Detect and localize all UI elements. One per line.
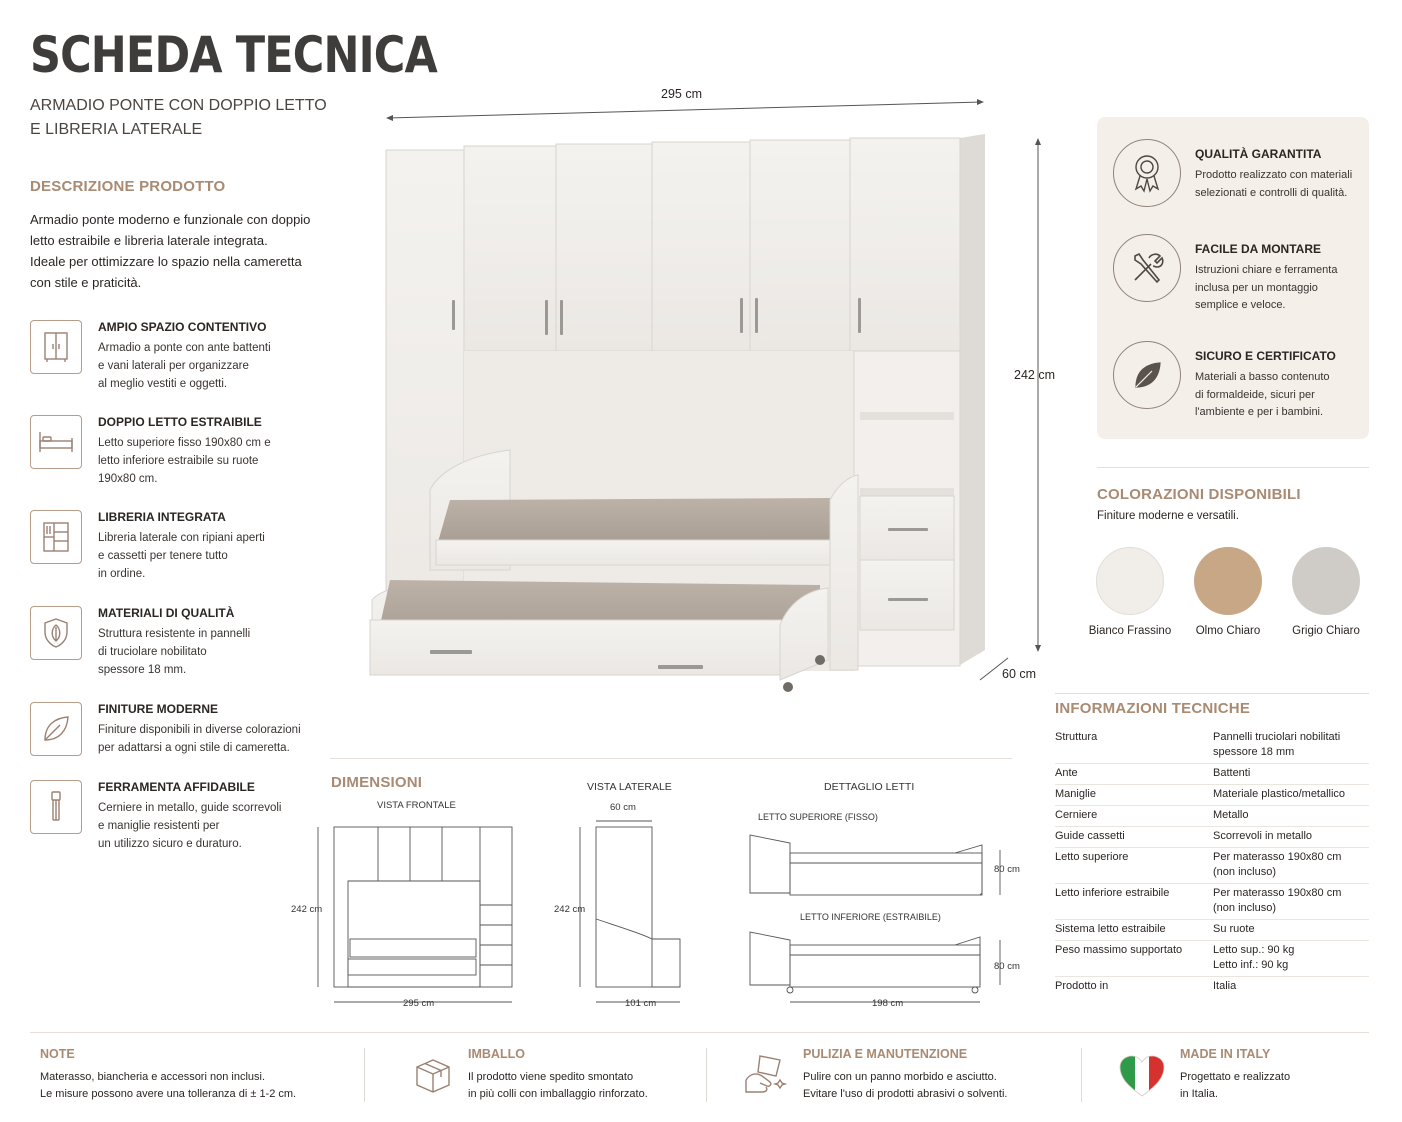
table-row: Sistema letto estraibile Su ruote — [1055, 920, 1369, 941]
upper-bed-height: 80 cm — [994, 864, 1020, 875]
table-row: Letto superiore Per materasso 190x80 cm (non incluso) — [1055, 848, 1369, 884]
feature-materials: MATERIALI DI QUALITÀ Struttura resistente in pannelli di truciolare nobilitato spessore 18 mm. — [30, 606, 320, 686]
feature-double-bed: DOPPIO LETTO ESTRAIBILE Letto superiore fisso 190x80 cm e letto inferiore estraibile su ruote 190x80 cm. — [30, 415, 320, 495]
tech-title: INFORMAZIONI TECNICHE — [1055, 700, 1251, 717]
box-icon — [413, 1055, 453, 1100]
tools-icon — [1113, 234, 1181, 302]
swatch-olmo-chiaro[interactable] — [1194, 547, 1262, 615]
description-title: DESCRIZIONE PRODOTTO — [30, 178, 226, 195]
feature-finishes: FINITURE MODERNE Finiture disponibili in diverse colorazioni per adattarsi a ogni stile di cameretta. — [30, 702, 320, 782]
benefits-panel — [1097, 117, 1369, 439]
table-row: Ante Battenti — [1055, 764, 1369, 785]
medal-icon — [1113, 139, 1181, 207]
side-view-label: VISTA LATERALE — [587, 781, 672, 793]
footer-notes: NOTE Materasso, biancheria e accessori non inclusi. Le misure possono avere una tolleranza di ± 1-2 cm. — [40, 1047, 297, 1100]
beds-detail-label: DETTAGLIO LETTI — [824, 781, 915, 793]
table-row: Maniglie Materiale plastico/metallico — [1055, 785, 1369, 806]
table-row: Prodotto in Italia — [1055, 980, 1237, 992]
table-row: Letto inferiore estraibile Per materasso 190x80 cm (non incluso) — [1055, 884, 1369, 920]
table-row: Struttura Pannelli truciolari nobilitati spessore 18 mm — [1055, 728, 1369, 764]
swatch-bianco-frassino[interactable] — [1096, 547, 1164, 615]
footer-cleaning: PULIZIA E MANUTENZIONE Pulire con un panno morbido e asciutto. Evitare l'uso di prodotti abrasivi o solventi. — [803, 1047, 1008, 1100]
table-row: Cerniere Metallo — [1055, 806, 1369, 827]
bookcase-icon — [30, 510, 82, 564]
italy-heart-icon — [1118, 1054, 1166, 1103]
leaf-icon — [30, 702, 82, 756]
front-height-label: 242 cm — [291, 904, 323, 915]
benefit-assembly: FACILE DA MONTARE Istruzioni chiare e ferramenta inclusa per un montaggio semplice e veloce. — [1113, 230, 1363, 320]
swatch-grigio-chiaro[interactable] — [1292, 547, 1360, 615]
side-depth-label: 60 cm — [610, 802, 636, 813]
description-text: Armadio ponte moderno e funzionale con doppio letto estraibile e libreria laterale integrata. Ideale per ottimizzare lo spazio nella cameretta con stile e praticità. — [30, 212, 311, 290]
bed-icon — [30, 415, 82, 469]
divider — [706, 1048, 707, 1102]
leaf-icon — [1113, 341, 1181, 409]
dimensions-title: DIMENSIONI — [331, 774, 423, 791]
swatch-label: Bianco Frassino — [1088, 625, 1172, 637]
benefit-quality: QUALITÀ GARANTITA Prodotto realizzato con materiali selezionati e controlli di qualità. — [1113, 135, 1363, 225]
height-dimension: 242 cm — [1014, 368, 1055, 382]
feature-hardware: FERRAMENTA AFFIDABILE Cerniere in metallo, guide scorrevoli e maniglie resistenti per un utilizzo sicuro e duraturo. — [30, 780, 320, 860]
colors-title: COLORAZIONI DISPONIBILI — [1097, 486, 1301, 503]
divider — [364, 1048, 365, 1102]
colors-subtitle: Finiture moderne e versatili. — [1097, 510, 1239, 522]
divider — [30, 1032, 1369, 1033]
product-illustration — [360, 80, 1080, 710]
wardrobe-icon — [30, 320, 82, 374]
depth-dimension: 60 cm — [1002, 667, 1037, 681]
front-width-label: 295 cm — [403, 998, 435, 1009]
benefit-certified: SICURO E CERTIFICATO Materiali a basso contenuto di formaldeide, sicuri per l'ambiente e per i bambini. — [1113, 337, 1363, 427]
feature-storage: AMPIO SPAZIO CONTENTIVO Armadio a ponte con ante battenti e vani laterali per organizzare al meglio vestiti e oggetti. — [30, 320, 320, 400]
page-title: SCHEDA TECNICA — [30, 26, 437, 84]
footer-packaging: IMBALLO Il prodotto viene spedito smontato in più colli con imballaggio rinforzato. — [468, 1047, 648, 1100]
divider — [330, 758, 1012, 759]
divider — [1081, 1048, 1082, 1102]
divider — [1055, 693, 1369, 694]
side-height-label: 242 cm — [554, 904, 586, 915]
table-row: Guide cassetti Scorrevoli in metallo — [1055, 827, 1369, 848]
footer-made-in-italy: MADE IN ITALY Progettato e realizzato in Italia. — [1180, 1047, 1291, 1100]
swatch-label: Grigio Chiaro — [1292, 625, 1360, 637]
swatch-label: Olmo Chiaro — [1195, 625, 1261, 637]
hardware-icon — [30, 780, 82, 834]
table-row: Peso massimo supportato Letto sup.: 90 kg Letto inf.: 90 kg — [1055, 941, 1369, 977]
bed-length-label: 198 cm — [872, 998, 904, 1009]
product-subtitle: ARMADIO PONTE CON DOPPIO LETTO E LIBRERIA LATERALE — [30, 97, 327, 138]
lower-bed-label: LETTO INFERIORE (ESTRAIBILE) — [800, 912, 941, 922]
width-dimension: 295 cm — [661, 87, 702, 101]
divider — [1097, 467, 1369, 468]
lower-bed-height: 80 cm — [994, 961, 1020, 972]
tech-table — [1055, 728, 1369, 997]
shield-icon — [30, 606, 82, 660]
front-view-label: VISTA FRONTALE — [377, 800, 456, 811]
upper-bed-label: LETTO SUPERIORE (FISSO) — [758, 812, 878, 822]
cleaning-icon — [740, 1050, 788, 1103]
side-width-label: 101 cm — [625, 998, 657, 1009]
feature-bookcase: LIBRERIA INTEGRATA Libreria laterale con ripiani aperti e cassetti per tenere tutto in ordine. — [30, 510, 320, 590]
